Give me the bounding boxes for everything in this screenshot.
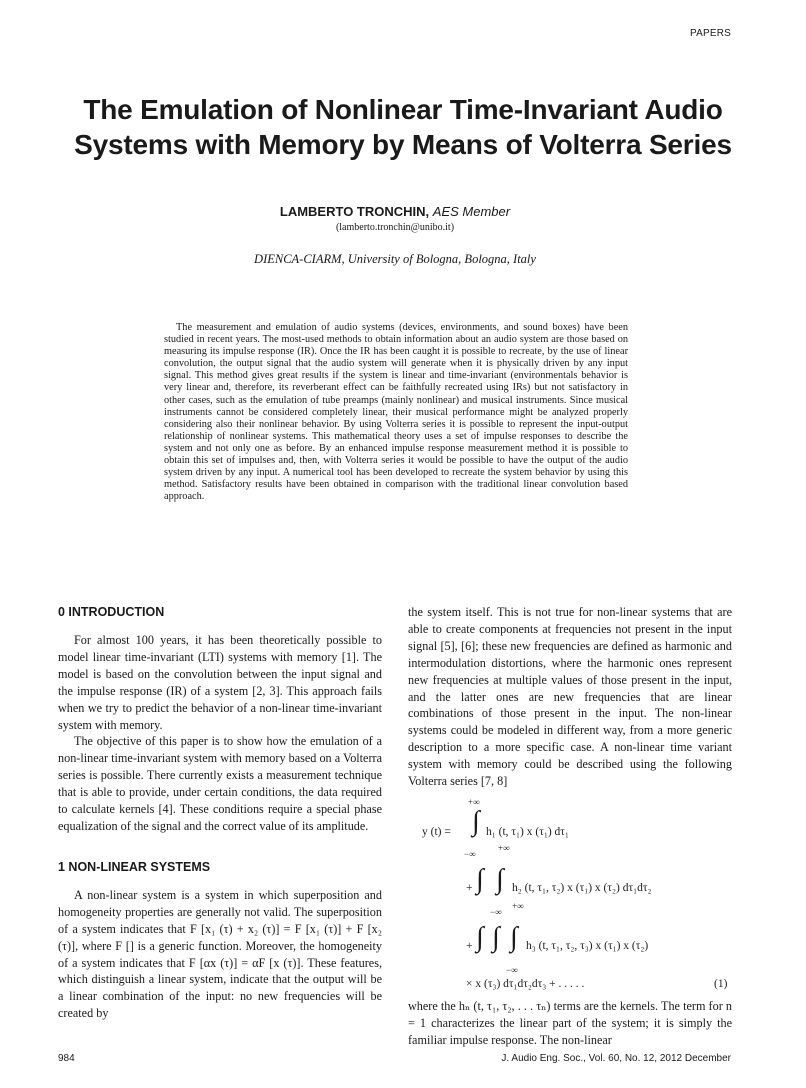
integral-sign: ∫ xyxy=(476,921,484,953)
equation-term-3: h₃ (t, τ₁, τ₂, τ₃) x (τ₁) x (τ₂) xyxy=(526,939,649,952)
equation-lhs: y (t) = xyxy=(422,825,451,838)
author-line xyxy=(0,204,790,219)
paper-title: The Emulation of Nonlinear Time-Invariant Audio Systems with Memory by Means of Volterra Series xyxy=(74,94,732,160)
plus-sign: + xyxy=(466,939,473,952)
author-role: AES Member xyxy=(432,204,511,219)
integral-lower-limit: −∞ xyxy=(506,964,518,975)
section-tag: PAPERS xyxy=(689,28,731,39)
intro-paragraph-1: For almost 100 years, it has been theoretically possible to model linear time-invariant (LTI) systems with memory [1]. The model is based on the convolution between the input signal and the impulse response (IR) of a system [2, 3]. This approach fails when we try to predict the behavior of a non-linear time-invariant system with memory. xyxy=(58,633,382,732)
author-affiliation: DIENCA-CIARM, University of Bologna, Bologna, Italy xyxy=(254,252,536,266)
integral-sign: ∫ xyxy=(476,863,484,895)
author-name: LAMBERTO TRONCHIN, xyxy=(279,204,430,219)
journal-reference: J. Audio Eng. Soc., Vol. 60, No. 12, 2012 December xyxy=(501,1053,731,1064)
equation-term-4: × x (τ₃) dτ₁dτ₂dτ₃ + . . . . . xyxy=(466,977,585,990)
integral-sign: ∫ xyxy=(496,863,504,895)
integral-sign: ∫ xyxy=(492,921,500,953)
integral-upper-limit: +∞ xyxy=(468,796,480,807)
integral-lower-limit: −∞ xyxy=(464,848,476,859)
integral-upper-limit: +∞ xyxy=(498,842,510,853)
integral-sign: ∫ xyxy=(472,805,480,837)
equation-term-1: h₁ (t, τ₁) x (τ₁) dτ₁ xyxy=(486,825,569,838)
right-column xyxy=(408,604,732,1049)
right-paragraph-1: the system itself. This is not true for non-linear systems that are able to create components at frequencies not present in the input signal [5], [6]; these new frequencies are defined as harmonic and intermodulation distortions, where the harmonic ones represent new frequencies at multiple values of those present in the input, and the latter ones are new frequencies that are linear combinations of those present in the input. The non-linear systems could be modeled in different way, from a more generic description to a more specific case. A non-linear time variant system with memory could be described using the following Volterra series [7, 8] xyxy=(408,605,732,789)
equation-number: (1) xyxy=(714,977,728,990)
author-email: (lamberto.tronchin@unibo.it) xyxy=(335,222,455,233)
integral-lower-limit: −∞ xyxy=(490,906,502,917)
left-column xyxy=(58,604,382,1022)
intro-paragraph-2: The objective of this paper is to show how the emulation of a non-linear time-invariant system with memory based on a Volterra series is possible. There currently exists a measurement technique that is able to provide, under certain conditions, the data required to calculate kernels [4]. These conditions require a special phase equalization of the signal and the correct value of its amplitude. xyxy=(58,734,382,833)
page-number: 984 xyxy=(58,1053,75,1064)
volterra-equation xyxy=(408,794,732,994)
integral-sign: ∫ xyxy=(510,921,518,953)
intro-heading: 0 INTRODUCTION xyxy=(58,605,165,619)
equation-term-2: h₂ (t, τ₁, τ₂) x (τ₁) x (τ₂) dτ₁dτ₂ xyxy=(512,881,652,894)
integral-upper-limit: +∞ xyxy=(512,900,524,911)
nonlinear-paragraph-1: A non-linear system is a system in which superposition and homogeneity properties are generally not valid. The superposition of a system indicates that F [x₁ (τ) + x₂ (τ)] = F [x₁ (τ)] + F [x₂ (τ)], where F [] is a generic function. Moreover, the homogeneity of a system indicates that F [αx (τ)] = αF [x (τ)]. These features, which distinguish a linear system, indicate that the output will be a linear combination of the input: no new frequencies will be created by xyxy=(58,887,382,1021)
nonlinear-heading: 1 NON-LINEAR SYSTEMS xyxy=(58,859,211,874)
plus-sign: + xyxy=(466,881,473,894)
right-paragraph-2: where the hₙ (t, τ₁, τ₂, . . . τₙ) terms are the kernels. The term for n = 1 characterizes the linear part of the system; it is simply the familiar impulse response. The non-linear xyxy=(408,998,732,1047)
abstract: The measurement and emulation of audio systems (devices, environments, and sound boxes) have been studied in recent years. The most-used methods to obtain information about an audio system are those based on measuring its impulse response (IR). Once the IR has been caught it is possible to recreate, by the use of linear convolution, the output signal that the audio system will generate when it is physically driven by any input signal. This method gives great results if the system is linear and time-invariant (environmentals behavior is very linear and, therefore, its reverberant effect can be faithfully recreated using IRs) but not satisfactory in other cases, such as the emulation of tube preamps (mainly nonlinear) and musical instruments. Since musical instruments cannot be considered completely linear, their musical performance might be analyzed properly considering also their nonlinear behavior. By using Volterra series it is possible to represent the input-output relationship of nonlinear systems. This mathematical theory uses a set of impulse responses to describe the system and not only one as before. By an enhanced impulse response measurement method it is possible to obtain this set of impulses and, then, with Volterra series it would be possible to have the output of the audio system driven by any input. A numerical tool has been developed to recreate the system behavior by using this method. Satisfactory results have been obtained in comparison with the traditional linear convolution based approach. xyxy=(164,322,628,503)
